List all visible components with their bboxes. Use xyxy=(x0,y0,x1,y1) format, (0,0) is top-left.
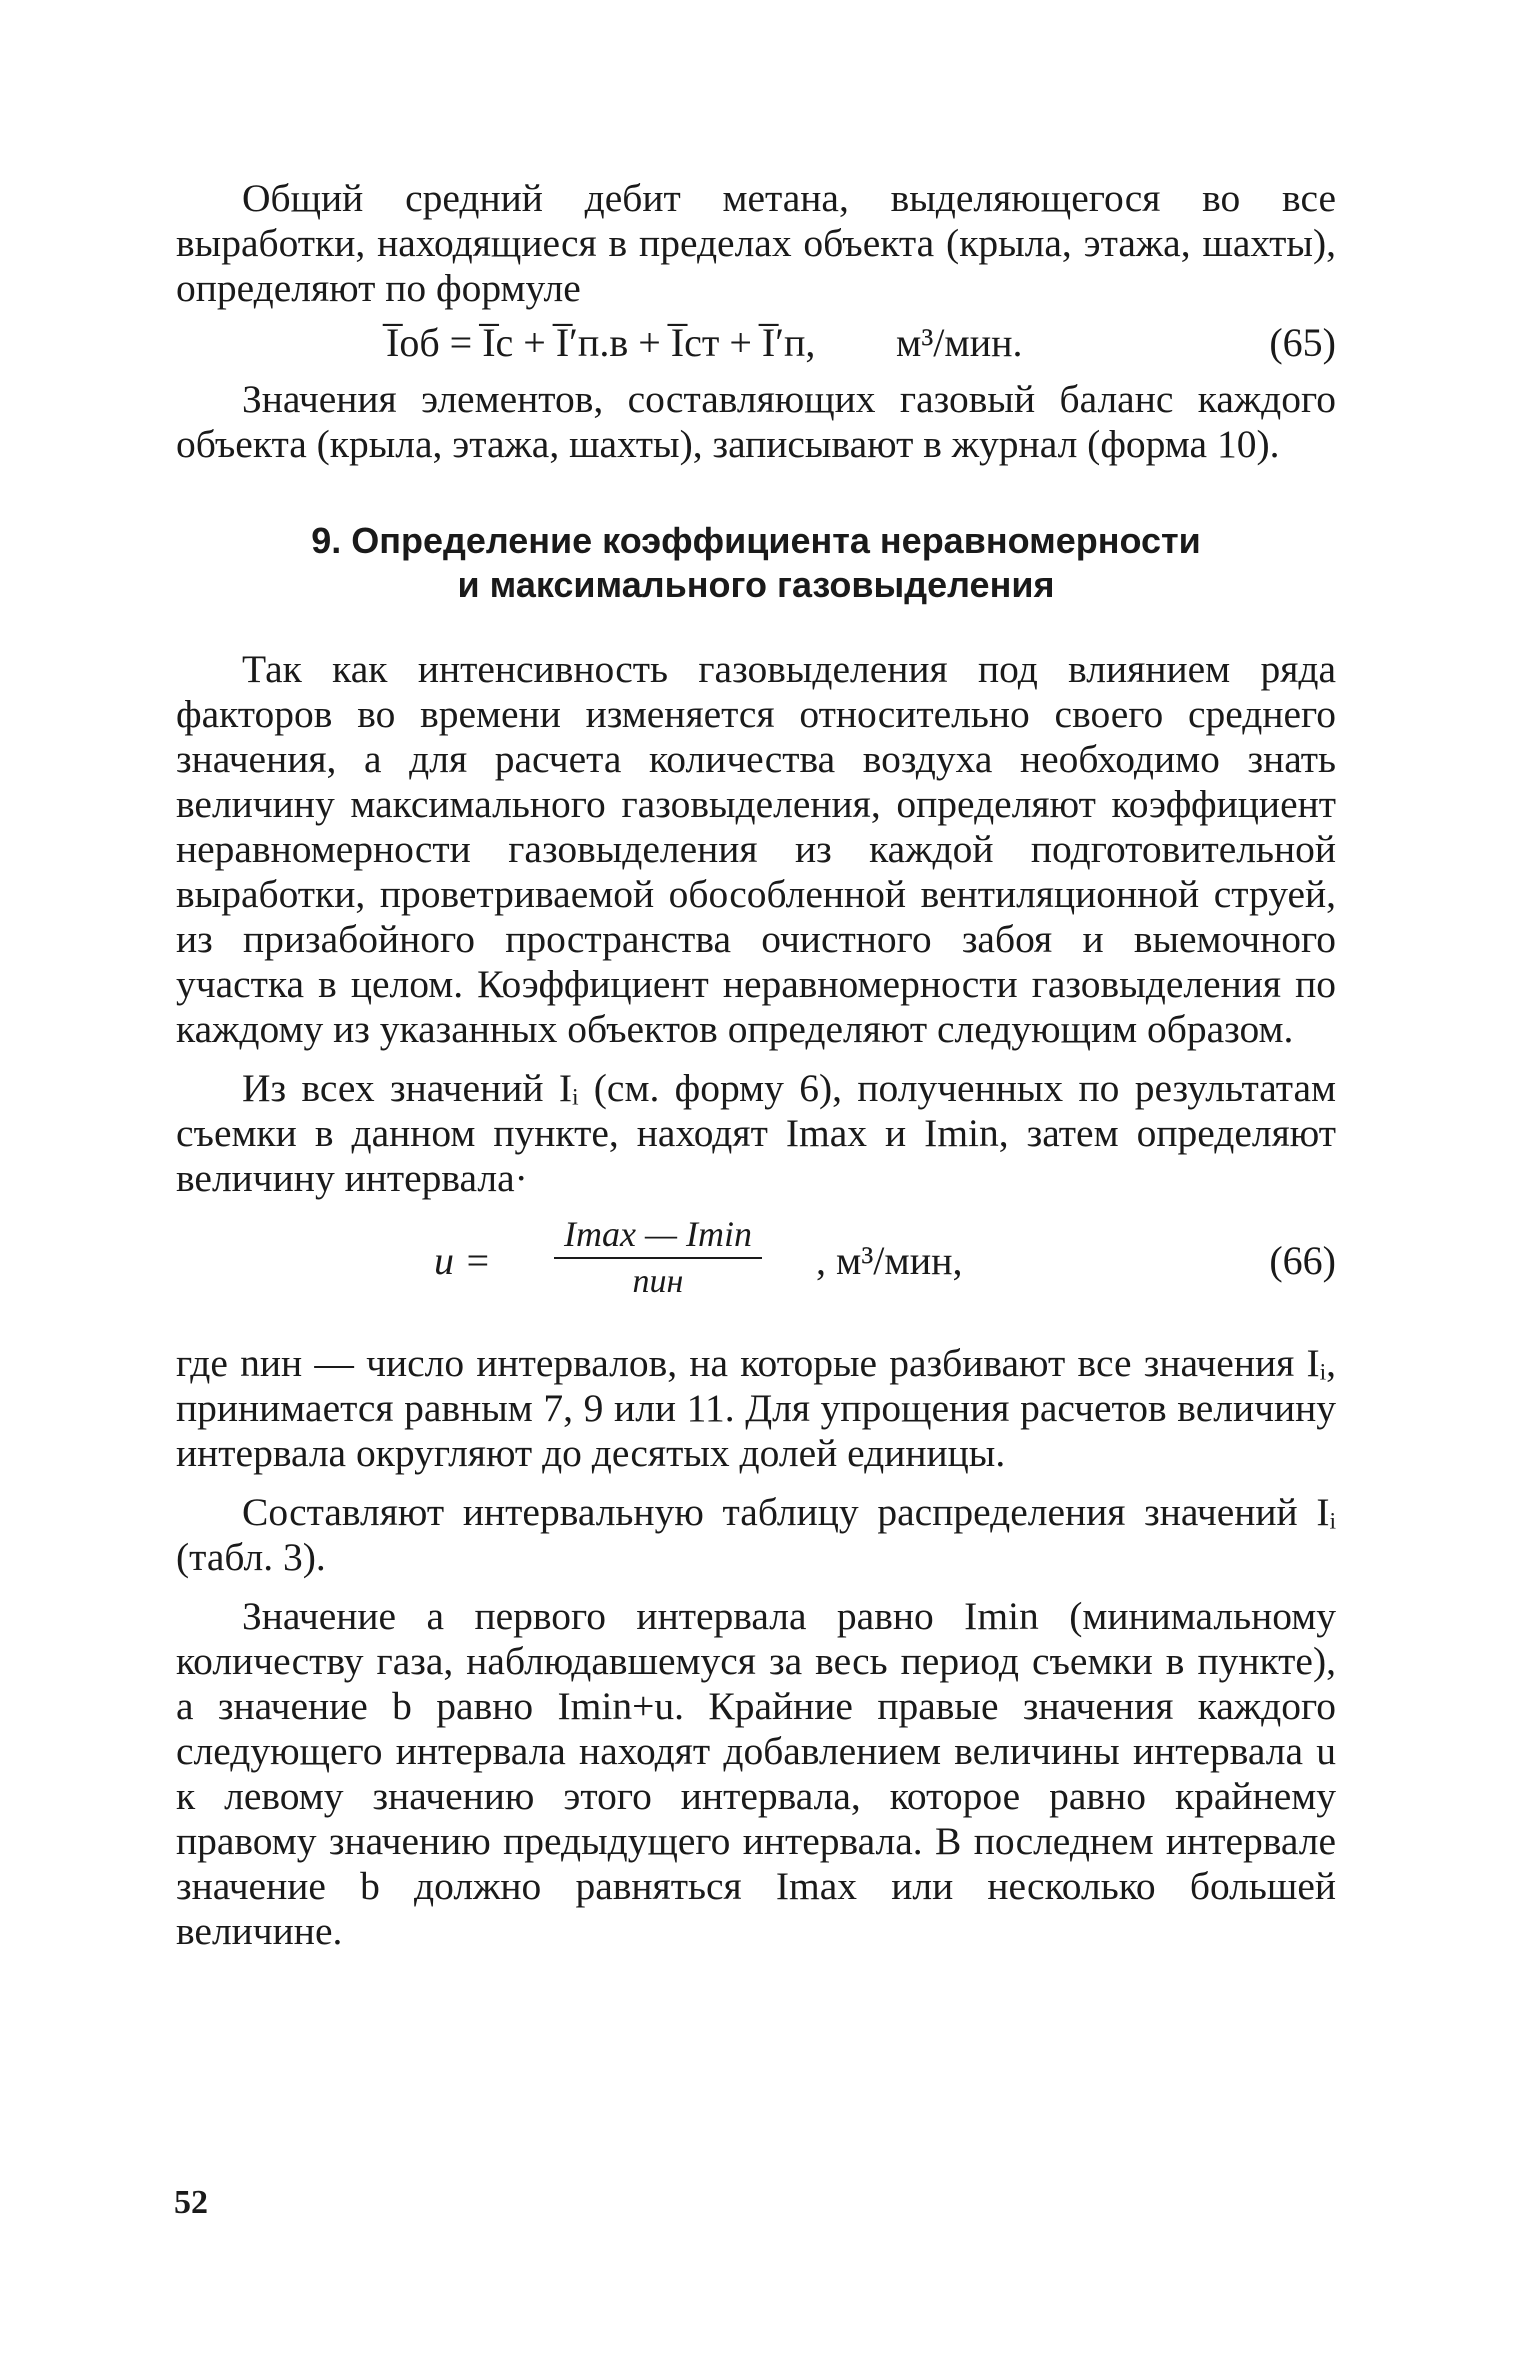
formula-65-number: (65) xyxy=(1269,320,1336,365)
formula-65-units: м³/мин. xyxy=(896,320,1023,365)
formula-65 xyxy=(176,311,1336,377)
formula-66-lhs: u = xyxy=(434,1238,491,1283)
paragraph-first-interval: Значение a первого интервала равно Imin (минимальному количеству газа, наблюдавшемуся за весь период съемки в пункте), а значение b равно Imin+u. Крайние правые значения каждого следующего интервала находят добавлением величины интервала u к левому значению этого интервала, которое равно крайнему правому значению предыдущего интервала. В последнем интервале значение b должно равняться Imax или несколько большей величине. xyxy=(176,1594,1336,1953)
formula-65-expression: I̅об = I̅с + I̅′п.в + I̅ст + I̅′п, xyxy=(386,320,816,365)
paragraph-intensity: Так как интенсивность газовыделения под влиянием ряда факторов во времени изменяется относительно своего среднего значения, а для расчета количества воздуха необходимо знать величину максимального газовыделения, определяют коэффициент неравномерности газовыделения из каждой подготовительной выработки, проветриваемой обособленной вентиляционной струей, из призабойного пространства очистного забоя и выемочного участка в целом. Коэффициент неравномерности газовыделения по каждому из указанных объектов определяют следующим образом. xyxy=(176,647,1336,1051)
section-heading-line-2: и максимального газовыделения xyxy=(457,564,1055,605)
formula-66-numerator: Imax — Imin xyxy=(554,1213,762,1259)
formula-66-denominator: nин xyxy=(632,1263,684,1300)
text-column xyxy=(176,176,1336,1954)
page-number: 52 xyxy=(174,2184,208,2221)
formula-66 xyxy=(176,1207,1336,1327)
section-heading-line-1: 9. Определение коэффициента неравномерности xyxy=(311,520,1201,561)
formula-66-units: , м³/мин, xyxy=(816,1238,963,1283)
paragraph-gas-balance: Значения элементов, составляющих газовый баланс каждого объекта (крыла, этажа, шахты), записывают в журнал (форма 10). xyxy=(176,377,1336,466)
paragraph-methane-flow: Общий средний дебит метана, выделяющегося во все выработки, находящиеся в пределах объекта (крыла, этажа, шахты), определяют по формуле xyxy=(176,176,1336,310)
section-heading xyxy=(176,519,1336,607)
paragraph-table: Составляют интервальную таблицу распределения значений Iᵢ (табл. 3). xyxy=(176,1490,1336,1579)
paragraph-where: где nин — число интервалов, на которые разбивают все значения Iᵢ, принимается равным 7, 9 или 11. Для упрощения расчетов величину интервала округляют до десятых долей единицы. xyxy=(176,1341,1336,1475)
paragraph-interval: Из всех значений Iᵢ (см. форму 6), полученных по результатам съемки в данном пункте, находят Imax и Imin, затем определяют величину интервала· xyxy=(176,1066,1336,1200)
formula-66-fraction xyxy=(554,1213,762,1301)
formula-66-number: (66) xyxy=(1269,1238,1336,1283)
